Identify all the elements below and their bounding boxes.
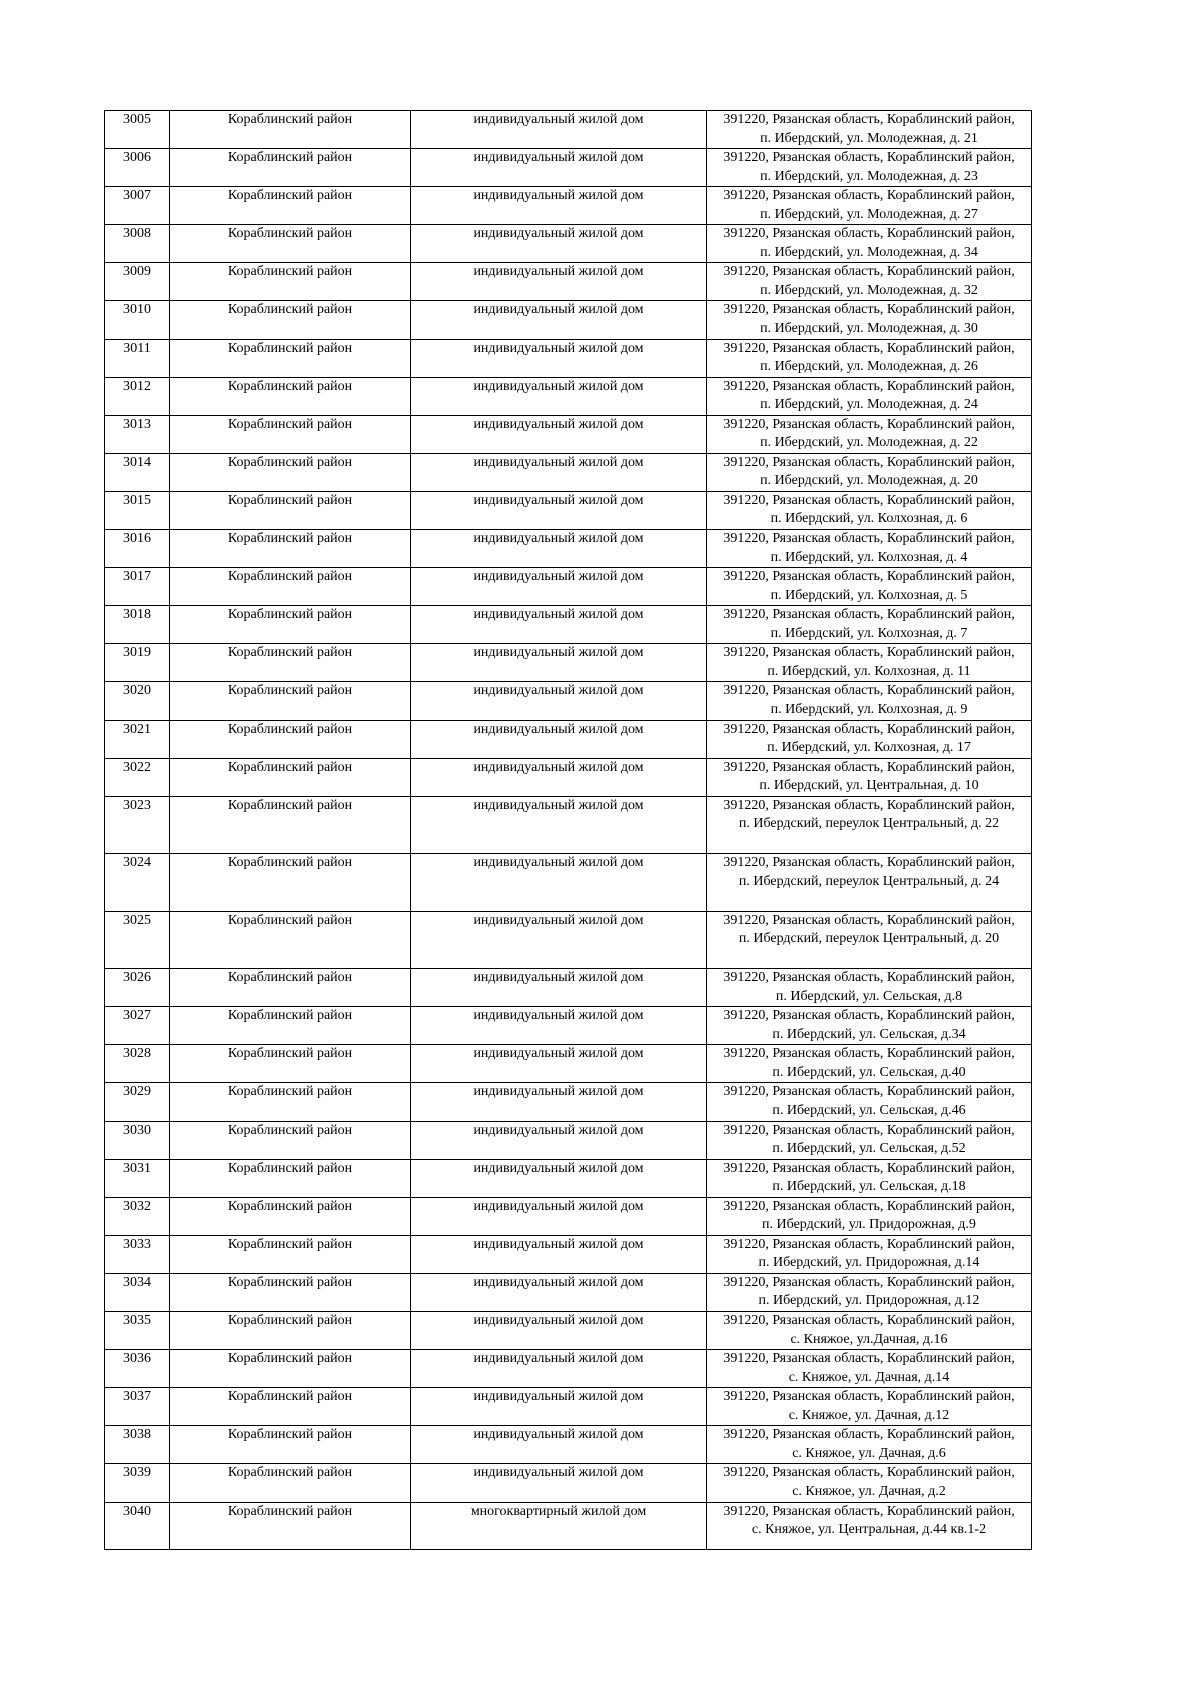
row-number-cell: 3023: [105, 796, 170, 854]
building-type-cell: индивидуальный жилой дом: [411, 301, 707, 339]
address-line-2: п. Ибердский, ул. Колхозная, д. 5: [770, 587, 968, 603]
address-line-1: 391220, Рязанская область, Кораблинский район,: [723, 1122, 1015, 1138]
address-line-1: 391220, Рязанская область, Кораблинский район,: [723, 1503, 1015, 1519]
address-line-1: 391220, Рязанская область, Кораблинский район,: [723, 683, 1015, 699]
address-line-1: 391220, Рязанская область, Кораблинский район,: [723, 1351, 1015, 1367]
row-number-cell: 3018: [105, 606, 170, 644]
address-cell: [707, 301, 1032, 339]
table-row: [105, 491, 1032, 529]
address-line-2: с. Княжое, ул. Дачная, д.14: [788, 1369, 950, 1385]
district-cell: Кораблинский район: [170, 911, 411, 969]
address-cell: [707, 796, 1032, 854]
district-cell: Кораблинский район: [170, 149, 411, 187]
row-number-cell: 3027: [105, 1007, 170, 1045]
table-row: [105, 568, 1032, 606]
address-cell: [707, 568, 1032, 606]
table-row: [105, 377, 1032, 415]
district-cell: Кораблинский район: [170, 1388, 411, 1426]
district-cell: Кораблинский район: [170, 301, 411, 339]
building-type-cell: индивидуальный жилой дом: [411, 568, 707, 606]
building-type-cell: индивидуальный жилой дом: [411, 720, 707, 758]
address-cell: [707, 1235, 1032, 1273]
address-line-2: п. Ибердский, ул. Сельская, д.34: [772, 1026, 966, 1042]
address-cell: [707, 969, 1032, 1007]
district-cell: Кораблинский район: [170, 453, 411, 491]
district-cell: Кораблинский район: [170, 530, 411, 568]
table-row: [105, 1502, 1032, 1549]
address-line-2: п. Ибердский, ул. Колхозная, д. 6: [770, 511, 968, 527]
building-type-cell: многоквартирный жилой дом: [411, 1502, 707, 1549]
table-row: [105, 1350, 1032, 1388]
address-line-1: 391220, Рязанская область, Кораблинский район,: [723, 645, 1015, 661]
table-row: [105, 111, 1032, 149]
table-row: [105, 1045, 1032, 1083]
address-line-1: 391220, Рязанская область, Кораблинский район,: [723, 1046, 1015, 1062]
housing-registry-table: [104, 110, 1032, 1550]
address-cell: [707, 149, 1032, 187]
table-row: [105, 911, 1032, 969]
row-number-cell: 3021: [105, 720, 170, 758]
building-type-cell: индивидуальный жилой дом: [411, 377, 707, 415]
address-line-2: п. Ибердский, ул. Молодежная, д. 32: [760, 282, 978, 298]
building-type-cell: индивидуальный жилой дом: [411, 682, 707, 720]
building-type-cell: индивидуальный жилой дом: [411, 911, 707, 969]
district-cell: Кораблинский район: [170, 1464, 411, 1502]
address-cell: [707, 1121, 1032, 1159]
building-type-cell: индивидуальный жилой дом: [411, 530, 707, 568]
address-line-2: с. Княжое, ул.Дачная, д.16: [790, 1331, 948, 1347]
building-type-cell: индивидуальный жилой дом: [411, 1464, 707, 1502]
row-number-cell: 3036: [105, 1350, 170, 1388]
building-type-cell: индивидуальный жилой дом: [411, 111, 707, 149]
building-type-cell: индивидуальный жилой дом: [411, 415, 707, 453]
table-row: [105, 1159, 1032, 1197]
address-line-2: с. Княжое, ул. Дачная, д.12: [788, 1407, 950, 1423]
address-cell: [707, 1197, 1032, 1235]
address-cell: [707, 263, 1032, 301]
table-row: [105, 263, 1032, 301]
address-line-1: 391220, Рязанская область, Кораблинский район,: [723, 492, 1015, 508]
table-row: [105, 606, 1032, 644]
row-number-cell: 3024: [105, 854, 170, 912]
address-line-1: 391220, Рязанская область, Кораблинский район,: [723, 1313, 1015, 1329]
address-line-1: 391220, Рязанская область, Кораблинский район,: [723, 855, 1015, 871]
building-type-cell: индивидуальный жилой дом: [411, 225, 707, 263]
row-number-cell: 3020: [105, 682, 170, 720]
row-number-cell: 3022: [105, 758, 170, 796]
address-cell: [707, 187, 1032, 225]
district-cell: Кораблинский район: [170, 225, 411, 263]
building-type-cell: индивидуальный жилой дом: [411, 187, 707, 225]
building-type-cell: индивидуальный жилой дом: [411, 263, 707, 301]
address-line-1: 391220, Рязанская область, Кораблинский район,: [723, 1465, 1015, 1481]
district-cell: Кораблинский район: [170, 1502, 411, 1549]
table-row: [105, 758, 1032, 796]
district-cell: Кораблинский район: [170, 854, 411, 912]
address-line-2: п. Ибердский, ул. Молодежная, д. 23: [760, 168, 978, 184]
table-row: [105, 1083, 1032, 1121]
building-type-cell: индивидуальный жилой дом: [411, 758, 707, 796]
address-line-1: 391220, Рязанская область, Кораблинский район,: [723, 721, 1015, 737]
building-type-cell: индивидуальный жилой дом: [411, 1235, 707, 1273]
building-type-cell: индивидуальный жилой дом: [411, 1426, 707, 1464]
district-cell: Кораблинский район: [170, 1197, 411, 1235]
address-cell: [707, 491, 1032, 529]
table-row: [105, 1426, 1032, 1464]
district-cell: Кораблинский район: [170, 1312, 411, 1350]
address-cell: [707, 1464, 1032, 1502]
row-number-cell: 3013: [105, 415, 170, 453]
address-cell: [707, 1502, 1032, 1549]
table-row: [105, 453, 1032, 491]
address-line-1: 391220, Рязанская область, Кораблинский район,: [723, 1236, 1015, 1252]
table-row: [105, 1464, 1032, 1502]
address-line-1: 391220, Рязанская область, Кораблинский район,: [723, 226, 1015, 242]
address-line-1: 391220, Рязанская область, Кораблинский район,: [723, 340, 1015, 356]
row-number-cell: 3028: [105, 1045, 170, 1083]
row-number-cell: 3038: [105, 1426, 170, 1464]
address-line-1: 391220, Рязанская область, Кораблинский район,: [723, 970, 1015, 986]
building-type-cell: индивидуальный жилой дом: [411, 606, 707, 644]
address-line-2: п. Ибердский, ул. Колхозная, д. 7: [770, 625, 968, 641]
address-line-2: п. Ибердский, ул. Молодежная, д. 26: [760, 359, 978, 375]
address-cell: [707, 453, 1032, 491]
row-number-cell: 3005: [105, 111, 170, 149]
district-cell: Кораблинский район: [170, 720, 411, 758]
address-line-2: п. Ибердский, ул. Молодежная, д. 30: [760, 320, 978, 336]
district-cell: Кораблинский район: [170, 377, 411, 415]
building-type-cell: индивидуальный жилой дом: [411, 491, 707, 529]
address-line-1: 391220, Рязанская область, Кораблинский район,: [723, 1274, 1015, 1290]
address-cell: [707, 111, 1032, 149]
address-line-2: п. Ибердский, ул. Молодежная, д. 27: [760, 206, 978, 222]
address-line-2: п. Ибердский, ул. Сельская, д.46: [772, 1102, 966, 1118]
row-number-cell: 3011: [105, 339, 170, 377]
table-row: [105, 644, 1032, 682]
address-cell: [707, 339, 1032, 377]
address-cell: [707, 1159, 1032, 1197]
address-line-1: 391220, Рязанская область, Кораблинский район,: [723, 797, 1015, 813]
registry-table-body: [105, 111, 1032, 1550]
district-cell: Кораблинский район: [170, 1121, 411, 1159]
table-row: [105, 1312, 1032, 1350]
address-line-2: п. Ибердский, ул. Молодежная, д. 21: [760, 130, 978, 146]
district-cell: Кораблинский район: [170, 1159, 411, 1197]
address-line-1: 391220, Рязанская область, Кораблинский район,: [723, 759, 1015, 775]
building-type-cell: индивидуальный жилой дом: [411, 149, 707, 187]
row-number-cell: 3025: [105, 911, 170, 969]
address-line-2: п. Ибердский, переулок Центральный, д. 20: [738, 931, 1000, 947]
address-line-1: 391220, Рязанская область, Кораблинский район,: [723, 1427, 1015, 1443]
row-number-cell: 3012: [105, 377, 170, 415]
table-row: [105, 415, 1032, 453]
row-number-cell: 3034: [105, 1273, 170, 1311]
row-number-cell: 3031: [105, 1159, 170, 1197]
address-line-2: п. Ибердский, ул. Колхозная, д. 17: [767, 740, 971, 755]
district-cell: Кораблинский район: [170, 1083, 411, 1121]
address-cell: [707, 530, 1032, 568]
district-cell: Кораблинский район: [170, 1426, 411, 1464]
building-type-cell: индивидуальный жилой дом: [411, 1350, 707, 1388]
table-row: [105, 854, 1032, 912]
address-line-2: п. Ибердский, ул. Молодежная, д. 24: [760, 397, 978, 413]
building-type-cell: индивидуальный жилой дом: [411, 969, 707, 1007]
row-number-cell: 3026: [105, 969, 170, 1007]
address-line-2: п. Ибердский, ул. Молодежная, д. 20: [760, 473, 978, 489]
district-cell: Кораблинский район: [170, 491, 411, 529]
building-type-cell: индивидуальный жилой дом: [411, 1312, 707, 1350]
address-line-2: п. Ибердский, ул. Молодежная, д. 34: [760, 244, 978, 260]
table-row: [105, 339, 1032, 377]
address-cell: [707, 758, 1032, 796]
table-row: [105, 301, 1032, 339]
address-cell: [707, 1388, 1032, 1426]
building-type-cell: индивидуальный жилой дом: [411, 453, 707, 491]
table-row: [105, 969, 1032, 1007]
table-row: [105, 149, 1032, 187]
building-type-cell: индивидуальный жилой дом: [411, 339, 707, 377]
district-cell: Кораблинский район: [170, 339, 411, 377]
table-row: [105, 1007, 1032, 1045]
district-cell: Кораблинский район: [170, 606, 411, 644]
district-cell: Кораблинский район: [170, 187, 411, 225]
row-number-cell: 3037: [105, 1388, 170, 1426]
row-number-cell: 3017: [105, 568, 170, 606]
document-page: [104, 110, 1031, 1550]
address-cell: [707, 1083, 1032, 1121]
table-row: [105, 1121, 1032, 1159]
address-line-2: с. Княжое, ул. Дачная, д.6: [792, 1445, 946, 1461]
row-number-cell: 3014: [105, 453, 170, 491]
address-line-2: п. Ибердский, ул. Колхозная, д. 4: [770, 549, 968, 565]
row-number-cell: 3040: [105, 1502, 170, 1549]
address-line-1: 391220, Рязанская область, Кораблинский район,: [723, 1160, 1015, 1176]
address-line-2: п. Ибердский, ул. Колхозная, д. 9: [770, 701, 968, 717]
address-cell: [707, 1007, 1032, 1045]
address-line-2: п. Ибердский, переулок Центральный, д. 22: [738, 816, 1000, 832]
row-number-cell: 3006: [105, 149, 170, 187]
row-number-cell: 3019: [105, 644, 170, 682]
row-number-cell: 3035: [105, 1312, 170, 1350]
district-cell: Кораблинский район: [170, 758, 411, 796]
building-type-cell: индивидуальный жилой дом: [411, 1273, 707, 1311]
address-cell: [707, 854, 1032, 912]
row-number-cell: 3009: [105, 263, 170, 301]
address-cell: [707, 682, 1032, 720]
table-row: [105, 682, 1032, 720]
row-number-cell: 3010: [105, 301, 170, 339]
district-cell: Кораблинский район: [170, 796, 411, 854]
address-line-2: п. Ибердский, ул. Придорожная, д.12: [758, 1293, 980, 1309]
table-row: [105, 1197, 1032, 1235]
address-cell: [707, 1426, 1032, 1464]
address-cell: [707, 1273, 1032, 1311]
address-line-2: п. Ибердский, ул. Придорожная, д.9: [762, 1217, 976, 1233]
district-cell: Кораблинский район: [170, 1045, 411, 1083]
district-cell: Кораблинский район: [170, 263, 411, 301]
row-number-cell: 3033: [105, 1235, 170, 1273]
building-type-cell: индивидуальный жилой дом: [411, 1159, 707, 1197]
address-line-2: п. Ибердский, ул. Сельская, д.52: [772, 1141, 966, 1157]
address-line-2: с. Княжое, ул. Центральная, д.44 кв.1-2: [751, 1522, 987, 1537]
address-line-1: 391220, Рязанская область, Кораблинский район,: [723, 264, 1015, 280]
row-number-cell: 3032: [105, 1197, 170, 1235]
district-cell: Кораблинский район: [170, 415, 411, 453]
building-type-cell: индивидуальный жилой дом: [411, 854, 707, 912]
address-cell: [707, 911, 1032, 969]
address-line-1: 391220, Рязанская область, Кораблинский район,: [723, 912, 1015, 928]
district-cell: Кораблинский район: [170, 1273, 411, 1311]
address-line-1: 391220, Рязанская область, Кораблинский район,: [723, 416, 1015, 432]
row-number-cell: 3008: [105, 225, 170, 263]
district-cell: Кораблинский район: [170, 682, 411, 720]
district-cell: Кораблинский район: [170, 969, 411, 1007]
table-row: [105, 225, 1032, 263]
building-type-cell: индивидуальный жилой дом: [411, 1045, 707, 1083]
district-cell: Кораблинский район: [170, 1007, 411, 1045]
address-cell: [707, 606, 1032, 644]
address-line-1: 391220, Рязанская область, Кораблинский район,: [723, 1084, 1015, 1100]
district-cell: Кораблинский район: [170, 111, 411, 149]
table-row: [105, 187, 1032, 225]
address-line-1: 391220, Рязанская область, Кораблинский район,: [723, 1008, 1015, 1024]
address-line-1: 391220, Рязанская область, Кораблинский район,: [723, 150, 1015, 166]
address-line-2: п. Ибердский, ул. Центральная, д. 10: [759, 778, 979, 794]
table-row: [105, 530, 1032, 568]
address-line-1: 391220, Рязанская область, Кораблинский район,: [723, 378, 1015, 394]
address-line-1: 391220, Рязанская область, Кораблинский район,: [723, 112, 1015, 127]
address-line-1: 391220, Рязанская область, Кораблинский район,: [723, 302, 1015, 318]
address-line-2: п. Ибердский, ул. Придорожная, д.14: [758, 1255, 980, 1271]
address-line-2: п. Ибердский, ул. Колхозная, д. 11: [767, 663, 971, 679]
table-row: [105, 720, 1032, 758]
address-line-2: п. Ибердский, переулок Центральный, д. 24: [738, 873, 1000, 889]
table-row: [105, 796, 1032, 854]
address-cell: [707, 377, 1032, 415]
table-row: [105, 1235, 1032, 1273]
address-line-2: п. Ибердский, ул. Сельская, д.40: [772, 1064, 966, 1080]
table-row: [105, 1388, 1032, 1426]
table-row: [105, 1273, 1032, 1311]
address-line-1: 391220, Рязанская область, Кораблинский район,: [723, 607, 1015, 623]
address-cell: [707, 415, 1032, 453]
address-cell: [707, 720, 1032, 758]
address-cell: [707, 1350, 1032, 1388]
address-line-1: 391220, Рязанская область, Кораблинский район,: [723, 569, 1015, 585]
row-number-cell: 3007: [105, 187, 170, 225]
district-cell: Кораблинский район: [170, 644, 411, 682]
row-number-cell: 3030: [105, 1121, 170, 1159]
address-cell: [707, 1045, 1032, 1083]
district-cell: Кораблинский район: [170, 568, 411, 606]
address-line-1: 391220, Рязанская область, Кораблинский район,: [723, 1389, 1015, 1405]
address-line-2: с. Княжое, ул. Дачная, д.2: [792, 1483, 946, 1499]
address-line-1: 391220, Рязанская область, Кораблинский район,: [723, 188, 1015, 204]
row-number-cell: 3029: [105, 1083, 170, 1121]
address-cell: [707, 644, 1032, 682]
address-cell: [707, 1312, 1032, 1350]
district-cell: Кораблинский район: [170, 1350, 411, 1388]
building-type-cell: индивидуальный жилой дом: [411, 1083, 707, 1121]
address-line-2: п. Ибердский, ул. Сельская, д.18: [772, 1179, 966, 1195]
address-line-2: п. Ибердский, ул. Молодежная, д. 22: [760, 435, 978, 451]
address-line-1: 391220, Рязанская область, Кораблинский район,: [723, 454, 1015, 470]
building-type-cell: индивидуальный жилой дом: [411, 1197, 707, 1235]
row-number-cell: 3016: [105, 530, 170, 568]
district-cell: Кораблинский район: [170, 1235, 411, 1273]
address-line-2: п. Ибердский, ул. Сельская, д.8: [775, 988, 963, 1004]
address-cell: [707, 225, 1032, 263]
row-number-cell: 3015: [105, 491, 170, 529]
address-line-1: 391220, Рязанская область, Кораблинский район,: [723, 531, 1015, 547]
row-number-cell: 3039: [105, 1464, 170, 1502]
building-type-cell: индивидуальный жилой дом: [411, 1388, 707, 1426]
building-type-cell: индивидуальный жилой дом: [411, 644, 707, 682]
building-type-cell: индивидуальный жилой дом: [411, 1007, 707, 1045]
building-type-cell: индивидуальный жилой дом: [411, 1121, 707, 1159]
address-line-1: 391220, Рязанская область, Кораблинский район,: [723, 1198, 1015, 1214]
building-type-cell: индивидуальный жилой дом: [411, 796, 707, 854]
